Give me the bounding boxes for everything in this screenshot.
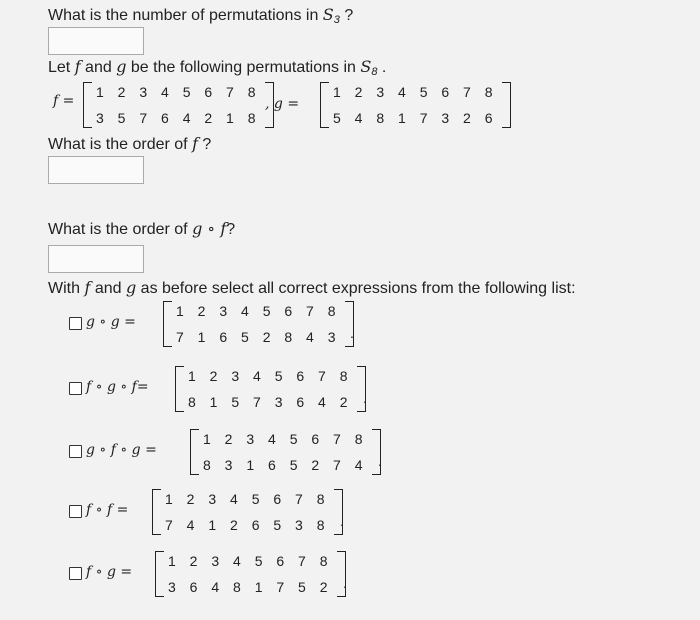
option-1-matrix-bottom: 7 1 6 5 2 8 4 3: [176, 329, 341, 345]
option-3-period: .: [378, 453, 382, 469]
option-4-matrix: [152, 489, 343, 535]
option-4-checkbox[interactable]: [69, 505, 82, 518]
f-matrix-bottom: 3 5 7 6 4 2 1 8: [96, 110, 261, 126]
option-1-checkbox[interactable]: [69, 317, 82, 330]
option-2-checkbox[interactable]: [69, 382, 82, 395]
question-3: What is the order of g ∘ f?: [48, 219, 236, 238]
f-matrix: [83, 82, 274, 128]
question-4-intro: With f and g as before select all correct expressions from the following list:: [48, 278, 576, 297]
g-label: , g =: [265, 96, 300, 112]
option-4-matrix-bottom: 7 4 1 2 6 5 3 8: [165, 517, 330, 533]
question-2: What is the order of f ?: [48, 134, 212, 153]
f-matrix-top: 1 2 3 4 5 6 7 8: [96, 84, 261, 100]
option-5-period: .: [343, 575, 347, 591]
question-2-intro: Let f and g be the following permutations in $S_8$ .: [48, 57, 387, 78]
option-2-label: f ∘ g ∘ f=: [86, 379, 149, 395]
question-1: What is the number of permutations in $S_3$ ?: [48, 5, 354, 26]
option-3-matrix-top: 1 2 3 4 5 6 7 8: [203, 431, 368, 447]
answer-input-1[interactable]: [48, 27, 144, 55]
option-1-matrix: [163, 301, 354, 347]
option-5-label: f ∘ g =: [86, 564, 133, 580]
option-5-matrix: [155, 551, 346, 597]
option-1-label: g ∘ g =: [86, 314, 136, 330]
option-3-label: g ∘ f ∘ g =: [86, 442, 157, 458]
option-4-period: .: [340, 513, 344, 529]
answer-input-3[interactable]: [48, 245, 144, 273]
option-1-period: .: [350, 325, 354, 341]
option-2-matrix-top: 1 2 3 4 5 6 7 8: [188, 368, 353, 384]
option-2-period: .: [363, 390, 367, 406]
option-5-matrix-bottom: 3 6 4 8 1 7 5 2: [168, 579, 333, 595]
g-matrix: [320, 82, 511, 128]
option-2-matrix-bottom: 8 1 5 7 3 6 4 2: [188, 394, 353, 410]
g-matrix-top: 1 2 3 4 5 6 7 8: [333, 84, 498, 100]
g-matrix-bottom: 5 4 8 1 7 3 2 6: [333, 110, 498, 126]
option-5-matrix-top: 1 2 3 4 5 6 7 8: [168, 553, 333, 569]
option-3-matrix: [190, 429, 381, 475]
option-3-checkbox[interactable]: [69, 445, 82, 458]
option-3-matrix-bottom: 8 3 1 6 5 2 7 4: [203, 457, 368, 473]
option-4-label: f ∘ f =: [86, 502, 129, 518]
option-4-matrix-top: 1 2 3 4 5 6 7 8: [165, 491, 330, 507]
f-label: f =: [53, 93, 75, 109]
option-1-matrix-top: 1 2 3 4 5 6 7 8: [176, 303, 341, 319]
option-5-checkbox[interactable]: [69, 567, 82, 580]
option-2-matrix: [175, 366, 366, 412]
answer-input-2[interactable]: [48, 156, 144, 184]
